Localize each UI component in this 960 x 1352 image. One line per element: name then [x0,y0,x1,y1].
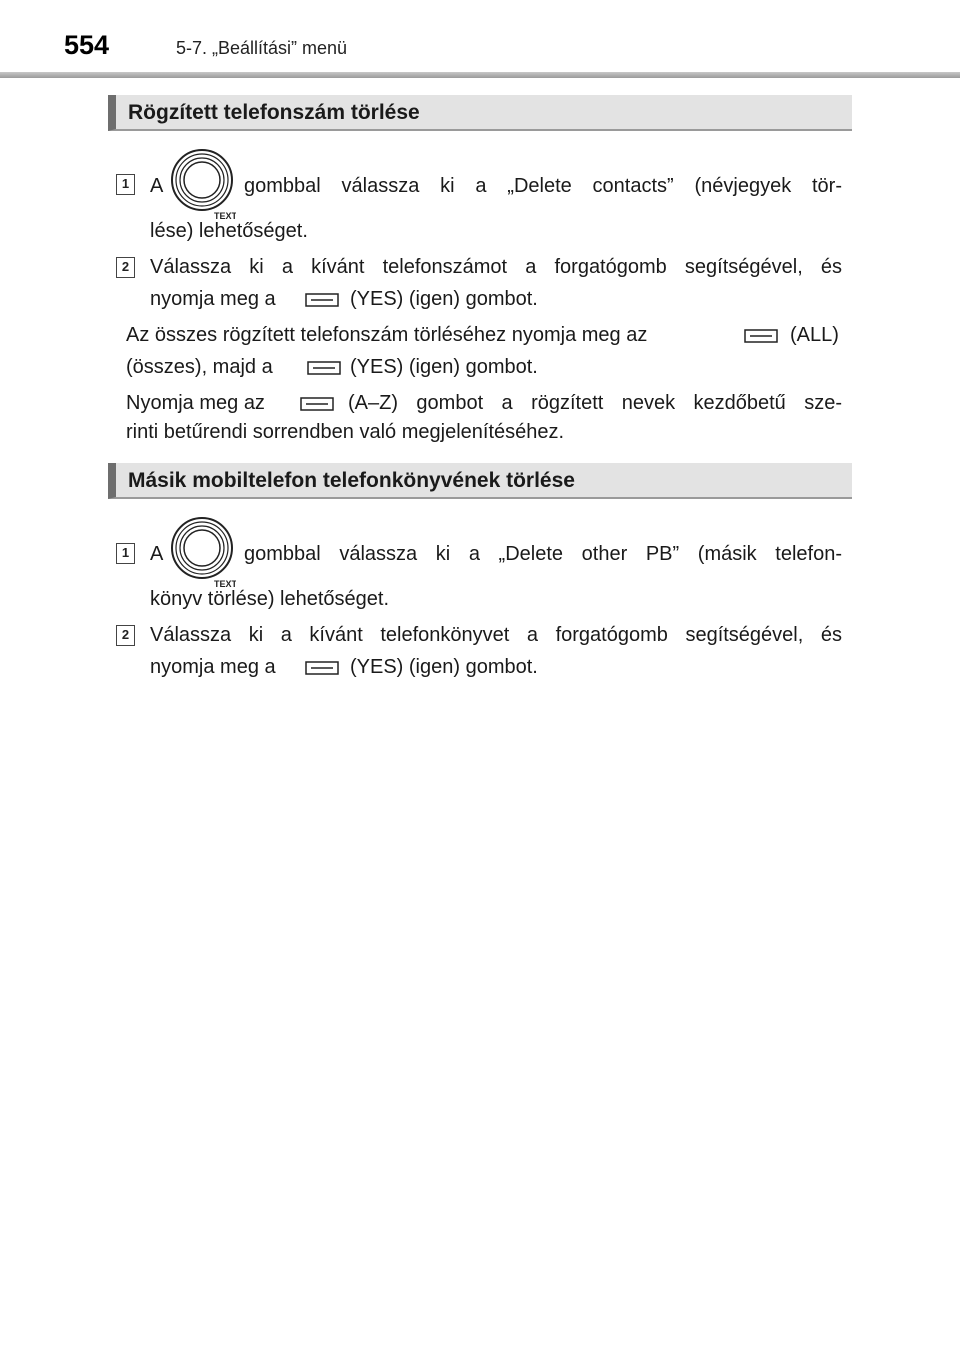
dial-label: TEXT [214,211,236,220]
section-heading-delete-phonebook [108,463,852,499]
preset-key-icon [305,293,339,307]
note-text: Az összes rögzített telefonszám törléséhez nyomja meg az [126,324,648,346]
page-header [0,0,960,80]
step-badge: 1 [116,543,135,564]
section-heading-text: Rögzített telefonszám törlése [128,101,420,124]
section-heading-delete-number [108,95,852,131]
step-text: A [150,175,164,197]
note-text: rinti betűrendi sorrendben való megjelenítéséhez. [126,421,565,443]
note-text: (A–Z) gombot a rögzített nevek kezdőbetű sze- [348,392,842,414]
note-text: Nyomja meg az [126,392,265,414]
text-dial-icon [170,148,236,220]
step-text: nyomja meg a [150,288,276,310]
preset-key-icon [300,397,334,411]
step-text: lése) lehetőséget. [150,220,308,242]
step-badge: 2 [116,257,135,278]
step-text: gombbal válassza ki a „Delete other PB” (másik telefon- [244,543,842,565]
page-number: 554 [64,30,110,60]
step-text: Válassza ki a kívánt telefonszámot a forgatógomb segítségével, és [150,256,842,278]
chapter-title: 5-7. „Beállítási” menü [176,38,348,58]
note-text: (összes), majd a [126,356,273,378]
step-text: (YES) (igen) gombot. [350,288,538,310]
preset-key-icon [744,329,778,343]
step-text: könyv törlése) lehetőséget. [150,588,390,610]
dial-label: TEXT [214,579,236,588]
header-rule [0,72,960,78]
step-text: gombbal válassza ki a „Delete contacts” (névjegyek tör- [244,175,842,197]
step-text: A [150,543,164,565]
step-badge: 2 [116,625,135,646]
step-text: Válassza ki a kívánt telefonkönyvet a forgatógomb segítségével, és [150,624,842,646]
step-text: nyomja meg a [150,656,276,678]
step-text: (YES) (igen) gombot. [350,656,538,678]
section-heading-text: Másik mobiltelefon telefonkönyvének törlése [128,469,575,492]
step-badge: 1 [116,174,135,195]
note-text: (ALL) [790,324,839,346]
text-dial-icon [170,516,236,588]
preset-key-icon [307,361,341,375]
note-text: (YES) (igen) gombot. [350,356,538,378]
preset-key-icon [305,661,339,675]
